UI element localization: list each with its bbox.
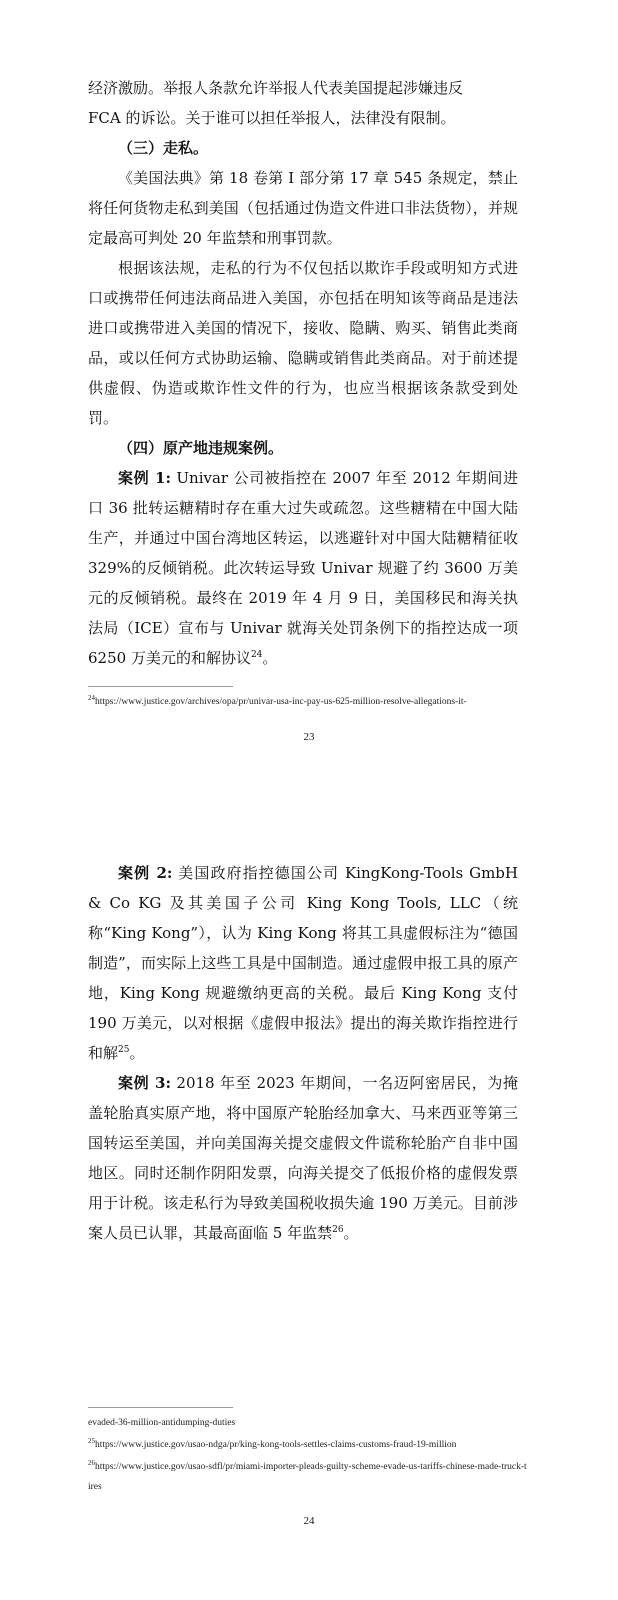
case-1-paragraph — [88, 463, 518, 673]
case-3-text: 2018 年至 2023 年期间，一名迈阿密居民，为掩盖轮胎真实原产地，将中国原产轮胎经加拿大、马来西亚等第三国转运至美国，并向美国海关提交虚假文件谎称轮胎产自非中国地区。同时还制作阴阳发票，向海关提交了低报价格的虚假发票用于计税。该走私行为导致美国税收损失逾 190 万美元。目前涉案人员已认罪，其最高面临 5 年监禁 — [88, 1074, 519, 1242]
case-1-end: 。 — [262, 649, 278, 667]
case-1-label: 案例 1: — [118, 469, 172, 487]
case-3-paragraph — [88, 1068, 518, 1248]
page-23 — [0, 0, 618, 790]
footnote-ref-24[interactable]: 24 — [250, 650, 263, 660]
footnote-24-link[interactable]: https://www.justice.gov/archives/opa/pr/univar-usa-inc-pay-us-625-million-resolve-allegations-it- — [95, 697, 467, 707]
footnote-divider — [88, 686, 233, 687]
case-3-label: 案例 3: — [118, 1074, 172, 1092]
footnote-divider — [88, 1407, 233, 1408]
case-2-paragraph — [88, 858, 518, 1068]
footnote-25-number: 25 — [88, 1436, 95, 1445]
footnote-24-number: 24 — [88, 693, 95, 702]
case-2-text: 美国政府指控德国公司 KingKong-Tools GmbH & Co KG 及其美国子公司 King Kong Tools, LLC（统称“King Kong”），认为 King Kong 将其工具虚假标注为“德国制造”，而实际上这些工具是中国制造。通过虚假申报工具的原产地，King Kong 规避缴纳更高的关税。最后 King Kong 支付 190 万美元，以对根据《虚假申报法》提出的海关欺诈指控进行和解 — [88, 864, 518, 1062]
heading-origin-cases: （四）原产地违规案例。 — [118, 439, 284, 457]
footnote-24-link-continued[interactable]: evaded-36-million-antidumping-duties — [88, 1418, 236, 1428]
page-number: 24 — [303, 1515, 315, 1527]
smuggling-paragraph-2: 根据该法规，走私的行为不仅包括以欺诈手段或明知方式进口或携带任何违法商品进入美国，亦包括在明知该等商品是违法进口或携带进入美国的情况下，接收、隐瞒、购买、销售此类商品，或以任何方式协助运输、隐瞒或销售此类商品。对于前述提供虚假、伪造或欺诈性文件的行为，也应当根据该条款受到处罚。 — [88, 259, 518, 427]
case-2-end: 。 — [129, 1044, 145, 1062]
case-1-text: Univar 公司被指控在 2007 年至 2012 年期间进口 36 批转运糖精时存在重大过失或疏忽。这些糖精在中国大陆生产，并通过中国台湾地区转运，以逃避针对中国大陆糖精征收 329%的反倾销税。此次转运导致 Univar 规避了约 3600 万美元的反倾销税。最终在 2019 年 4 月 9 日，美国移民和海关执法局（ICE）宣布与 Univar 就海关处罚条例下的指控达成一项 6250 万美元的和解协议 — [88, 469, 518, 667]
page-24-body — [88, 858, 518, 1248]
page-number: 23 — [303, 731, 315, 743]
footnote-ref-26[interactable]: 26 — [332, 1225, 344, 1235]
footnote-25-link[interactable]: https://www.justice.gov/usao-ndga/pr/king-kong-tools-settles-claims-customs-fraud-19-million — [95, 1440, 457, 1450]
footnote-25 — [88, 1435, 528, 1455]
case-2-label: 案例 2: — [118, 864, 173, 882]
page-24 — [0, 800, 618, 1600]
heading-smuggling: （三）走私。 — [118, 139, 209, 157]
footnote-26-link[interactable]: https://www.justice.gov/usao-sdfl/pr/miami-importer-pleads-guilty-scheme-evade-us-tariffs-chinese-made-truck-tires — [88, 1462, 527, 1492]
smuggling-paragraph-1: 《美国法典》第 18 卷第 I 部分第 17 章 545 条规定，禁止将任何货物走私到美国（包括通过伪造文件进口非法货物），并规定最高可判处 20 年监禁和刑事罚款。 — [88, 169, 518, 247]
intro-line-2: FCA 的诉讼。关于谁可以担任举报人，法律没有限制。 — [88, 109, 456, 127]
intro-line-1: 经济激励。举报人条款允许举报人代表美国提起涉嫌违反 — [88, 79, 464, 97]
footnote-26-number: 26 — [88, 1458, 95, 1467]
page-23-body — [88, 73, 518, 673]
footnote-26 — [88, 1457, 528, 1497]
case-3-end: 。 — [343, 1224, 359, 1242]
footnote-24 — [88, 692, 528, 712]
footnote-24-continued — [88, 1413, 528, 1433]
footnote-ref-25[interactable]: 25 — [118, 1045, 130, 1055]
